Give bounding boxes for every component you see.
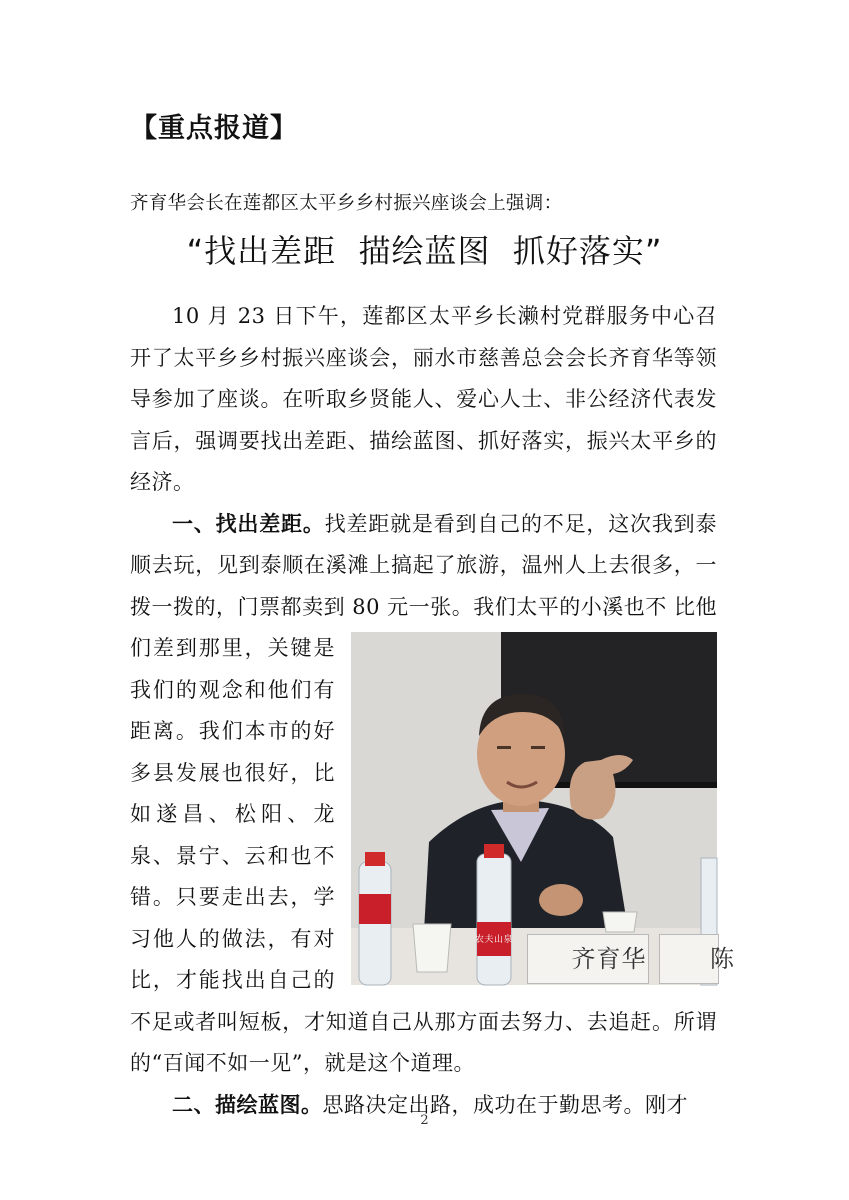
article-subtitle: 齐育华会长在莲都区太平乡乡村振兴座谈会上强调： xyxy=(130,193,563,214)
page-number: 2 xyxy=(420,1113,429,1128)
paragraph-find-gap xyxy=(130,504,735,1085)
section-tag: 【重点报道】 xyxy=(130,113,298,144)
nameplate-partial: 陈 xyxy=(659,934,719,984)
meeting-photo xyxy=(351,632,735,985)
paragraph-heading: 一、找出差距。 xyxy=(172,511,325,536)
paragraph-text-part: 找差距就是看到自己的不足，这次我到泰顺去玩，见到泰顺在溪滩上搞起了旅游，温州人上去很多，一拨一拨的，门票都卖到 80 元一张。我们太平的小溪也不 xyxy=(130,511,717,619)
photo-illustration xyxy=(351,632,717,985)
paragraph-intro: 10 月 23 日下午，莲都区太平乡长濑村党群服务中心召开了太平乡乡村振兴座谈会，丽水市慈善总会会长齐育华等领导参加了座谈。在听取乡贤能人、爱心人士、非公经济代表发言后，强调要找出差距、描绘蓝图、抓好落实，振兴太平乡的经济。 xyxy=(130,304,717,494)
paragraph-text xyxy=(130,511,735,1076)
paragraph-text: 思路决定出路，成功在于勤思考。刚才 xyxy=(322,1092,688,1117)
paragraph-text-part: 比他们差到那里，关键是我们的观念和他们有距离。我们本市的好多县发展也很好，比如遂昌、松阳、龙泉、景宁、云和也不错。只要走出去，学习他人的做法，有对比，才能找出自己的不足或者叫短板，才知道自己从那方面去努力、去追赶。所谓的“百闻不如一见”，就是这个道理。 xyxy=(130,594,717,1075)
bottle-label: 农夫山泉 xyxy=(474,935,514,945)
paragraph-heading: 二、描绘蓝图。 xyxy=(172,1092,323,1117)
article-headline: “找出差距 描绘蓝图 抓好落实” xyxy=(186,232,663,270)
nameplate: 齐育华 xyxy=(527,934,649,984)
article-body xyxy=(130,296,735,1126)
